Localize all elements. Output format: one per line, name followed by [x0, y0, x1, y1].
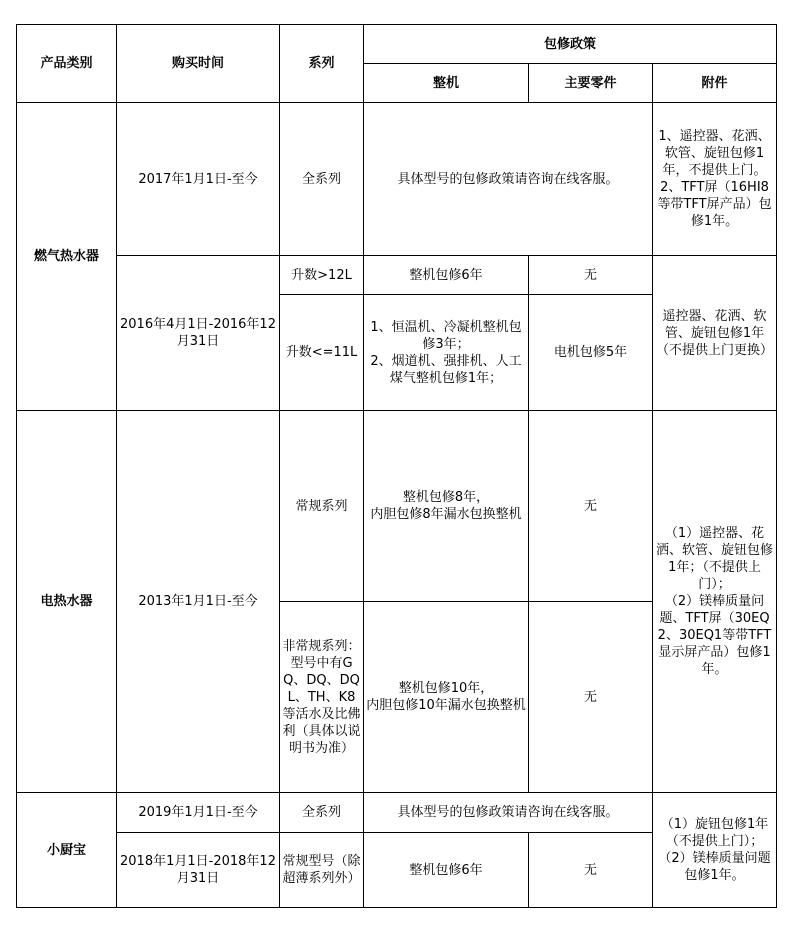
table-row	[17, 793, 777, 833]
header-accessories: 附件	[653, 64, 777, 103]
whole-cell: 整机包修8年， 内胆包修8年漏水包换整机	[364, 411, 529, 602]
purchase-time-cell: 2018年1月1日-2018年12月31日	[117, 833, 280, 908]
series-cell: 升数<=11L	[280, 295, 364, 411]
accessories-cell: 遥控器、花洒、软管、旋钮包修1年 （不提供上门更换）	[653, 256, 777, 411]
whole-cell: 整机包修10年， 内胆包修10年漏水包换整机	[364, 602, 529, 793]
whole-cell: 整机包修6年	[364, 833, 529, 908]
series-cell: 全系列	[280, 103, 364, 256]
parts-cell: 无	[529, 833, 653, 908]
table-row	[17, 411, 777, 602]
policy-cell: 具体型号的包修政策请咨询在线客服。	[364, 103, 653, 256]
table-row	[17, 256, 777, 295]
header-series: 系列	[280, 25, 364, 103]
policy-cell: 具体型号的包修政策请咨询在线客服。	[364, 793, 653, 833]
purchase-time-cell: 2016年4月1日-2016年12月31日	[117, 256, 280, 411]
purchase-time-cell: 2017年1月1日-至今	[117, 103, 280, 256]
header-policy: 包修政策	[364, 25, 777, 64]
accessories-cell: （1）旋钮包修1年（不提供上门）； （2）镁棒质量问题包修1年。	[653, 793, 777, 908]
category-gas-heater: 燃气热水器	[17, 103, 117, 411]
header-purchase-time: 购买时间	[117, 25, 280, 103]
header-whole: 整机	[364, 64, 529, 103]
purchase-time-cell: 2019年1月1日-至今	[117, 793, 280, 833]
table-row	[17, 103, 777, 256]
header-category: 产品类别	[17, 25, 117, 103]
category-small-kitchen: 小厨宝	[17, 793, 117, 908]
whole-cell: 1、恒温机、冷凝机整机包修3年； 2、烟道机、强排机、人工煤气整机包修1年；	[364, 295, 529, 411]
series-cell: 非常规系列：型号中有GQ、DQ、DQL、TH、K8等活水及比佛利（具体以说明书为准）	[280, 602, 364, 793]
parts-cell: 无	[529, 411, 653, 602]
accessories-cell: （1）遥控器、花洒、软管、旋钮包修1年；（不提供上门）； （2）镁棒质量问题、TFT屏（30EQ2、30EQ1等带TFT显示屏产品）包修1年。	[653, 411, 777, 793]
parts-cell: 无	[529, 602, 653, 793]
series-cell: 升数>12L	[280, 256, 364, 295]
series-cell: 常规型号（除超薄系列外）	[280, 833, 364, 908]
whole-cell: 整机包修6年	[364, 256, 529, 295]
parts-cell: 电机包修5年	[529, 295, 653, 411]
series-cell: 常规系列	[280, 411, 364, 602]
category-electric-heater: 电热水器	[17, 411, 117, 793]
series-cell: 全系列	[280, 793, 364, 833]
purchase-time-cell: 2013年1月1日-至今	[117, 411, 280, 793]
accessories-cell: 1、遥控器、花洒、软管、旋钮包修1年，不提供上门。 2、TFT屏（16HI8等带TFT屏产品）包修1年。	[653, 103, 777, 256]
warranty-policy-table	[16, 24, 777, 908]
header-main-parts: 主要零件	[529, 64, 653, 103]
parts-cell: 无	[529, 256, 653, 295]
